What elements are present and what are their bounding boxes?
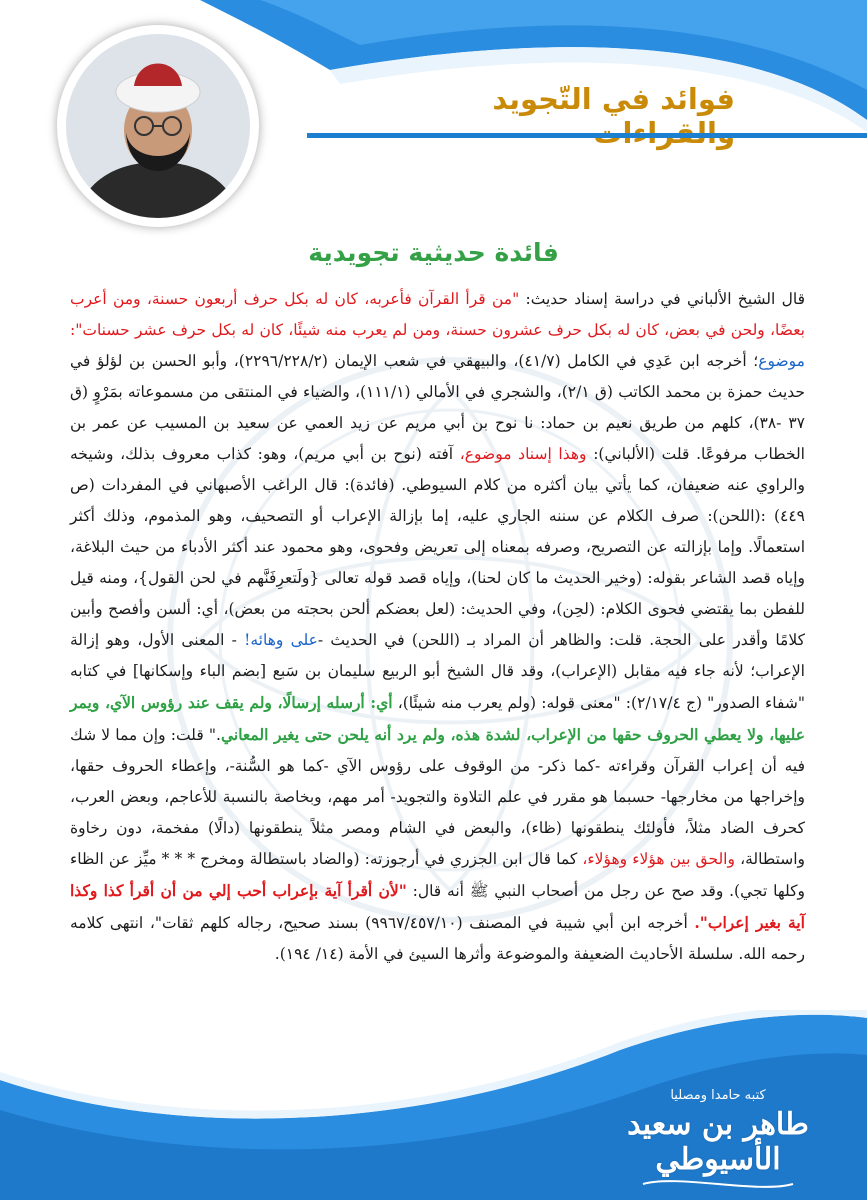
- signature-caption: كتبه حامدا ومصليا: [670, 1088, 766, 1103]
- inline-remark: على وهائه!: [244, 631, 318, 649]
- signature-flourish: [638, 1177, 798, 1191]
- author-signature: [618, 1088, 818, 1183]
- header-underline: [307, 133, 867, 138]
- conclusion-highlight: والحق بين هؤلاء وهؤلاء،: [582, 850, 735, 868]
- explanation-highlight: أي: أرسله إرسالًا، ولم يقف عند رؤوس الآي، ويمر عليها، ولا يعطي الحروف حقها من الإعراب، لشدة هذه، ولم يرد أنه يلحن حتى يغير المعاني: [70, 693, 805, 744]
- author-portrait-frame: [57, 25, 259, 227]
- text-run: أخرجه ابن أبي شيبة في المصنف (٩٩٦٧/٤٥٧/١٠) بسند صحيح، رجاله كلهم ثقات"، انتهى كلامه رحمه الله. سلسلة الأحاديث الضعيفة والموضوعة وأثرها السيئ في الأمة (١٤/ ١٩٤).: [70, 914, 805, 963]
- hadith-quote: "من قرأ القرآن فأعربه، كان له بكل حرف أربعون حسنة، ومن أعرب بعضًا، ولحن في بعض، كان له بكل حرف عشرون حسنة، ومن لم يعرب منه شيئًا، كان له بكل حرف عشر حسنات":: [70, 290, 805, 339]
- section-subtitle: فائدة حديثية تجويدية: [308, 238, 559, 267]
- text-run: كما قال ابن الجزري في أرجوزته: (والضاد باستطالة ومخرج * * * ميِّز عن الظاء وكلها تجي). وقد صح عن رجل من أصحاب النبي ﷺ أنه قال:: [70, 850, 805, 900]
- portrait-illustration: [66, 34, 250, 218]
- text-run: آفته (نوح بن أبي مريم)، وهو: كذاب معروف بذلك، وشيخه والراوي عنه ضعيفان، كما يأتي بيان أكثره من كلام السيوطي. (فائدة): قال الراغب الأصبهاني في المفردات (ص ٤٤٩) :(اللحن): صرف الكلام عن سننه الجاري عليه، إما بإزالة الإعراب أو التصحيف، وهو المذموم، وذلك أكثر استعمالًا. وإما بإزالته عن التصريح، وصرفه بمعناه إلى تعريض وفحوى، وهو محمود عند أكثر الأدباء من حيث البلاغة، وإياه قصد الشاعر بقوله: (وخير الحديث ما كان لحنا)، وإياه قصد قوله تعالى {ولَتعرِفَنَّهم في لحن القول}، ومنه قيل للفطن بما يقتضي فحوى الكلام: (لحِن)، وفي الحديث: (لعل بعضكم ألحن بحجته من بعض)، أي: ألسن وأفصح وأبين كلامًا وأقدر على الحجة. قلت: والظاهر أن المراد بـ (اللحن) في الحديث -: [70, 445, 805, 649]
- text-run: ." قلت: وإن مما لا شك فيه أن إعراب القرآن وقراءته -كما ذكر- من الوقوف على رؤوس الآي -كما هو السُّنة-، وإعطاء الحروف حقها، وإخراجها من مخارجها- حسبما هو مقرر في علم التلاوة والتجويد- أمر مهم، وبخاصة بالنسبة للأعاجم، وبعض العرب، كحرف الضاد مثلاً، فأولئك ينطقونها (ظاء)، والبعض في الشام ومصر مثلاً ينطقونها (دالًا) مفخمة، دون رخاوة واستطالة،: [70, 726, 805, 868]
- ruling-highlight: وهذا إسناد موضوع،: [459, 445, 587, 463]
- page-header-title: فوائد في التّجويد: [492, 82, 735, 116]
- article-body: [70, 284, 805, 970]
- article-paragraph: [70, 284, 805, 970]
- text-run: - المعنى الأول، وهو إزالة الإعراب؛ لأنه جاء فيه مقابل (الإعراب)، وقد قال الشيخ أبو الربيع سليمان بن سَبع [بضم الباء وإسكانها] في كتابه "شفاء الصدور" (ج ٢/١٧/٤): "معنى قوله: (ولم يعرب منه شيئًا)،: [70, 631, 805, 712]
- text-run: ؛ أخرجه ابن عَدِي في الكامل (٤١/٧)، والبيهقي في شعب الإيمان (٢٢٩٦/٢٢٨/٢)، وأبو الحسن بن لؤلؤ في حديث حمزة بن محمد الكاتب (ق ٢/١)، والشجري في الأمالي (١١١/١)، والضياء في المنتقى من مسموعاته بمَرْوٍ (ق ٣٧ -٣٨)، كلهم من طريق نعيم بن حماد: نا نوح بن أبي مريم عن زيد العمي عن سعيد بن المسيب عن عمر بن الخطاب مرفوعًا. قلت (الألباني):: [70, 352, 806, 463]
- athar-quote: "لأن أقرأ آية بإعراب أحب إلي من أن أقرأ كذا وكذا آية بغير إعراب".: [70, 881, 805, 932]
- author-portrait: [66, 34, 250, 218]
- text-run: قال الشيخ الألباني في دراسة إسناد حديث:: [519, 290, 805, 308]
- ruling-label: موضوع: [758, 352, 805, 370]
- signature-name: طاهر بن سعيد الأسيوطي: [627, 1107, 809, 1177]
